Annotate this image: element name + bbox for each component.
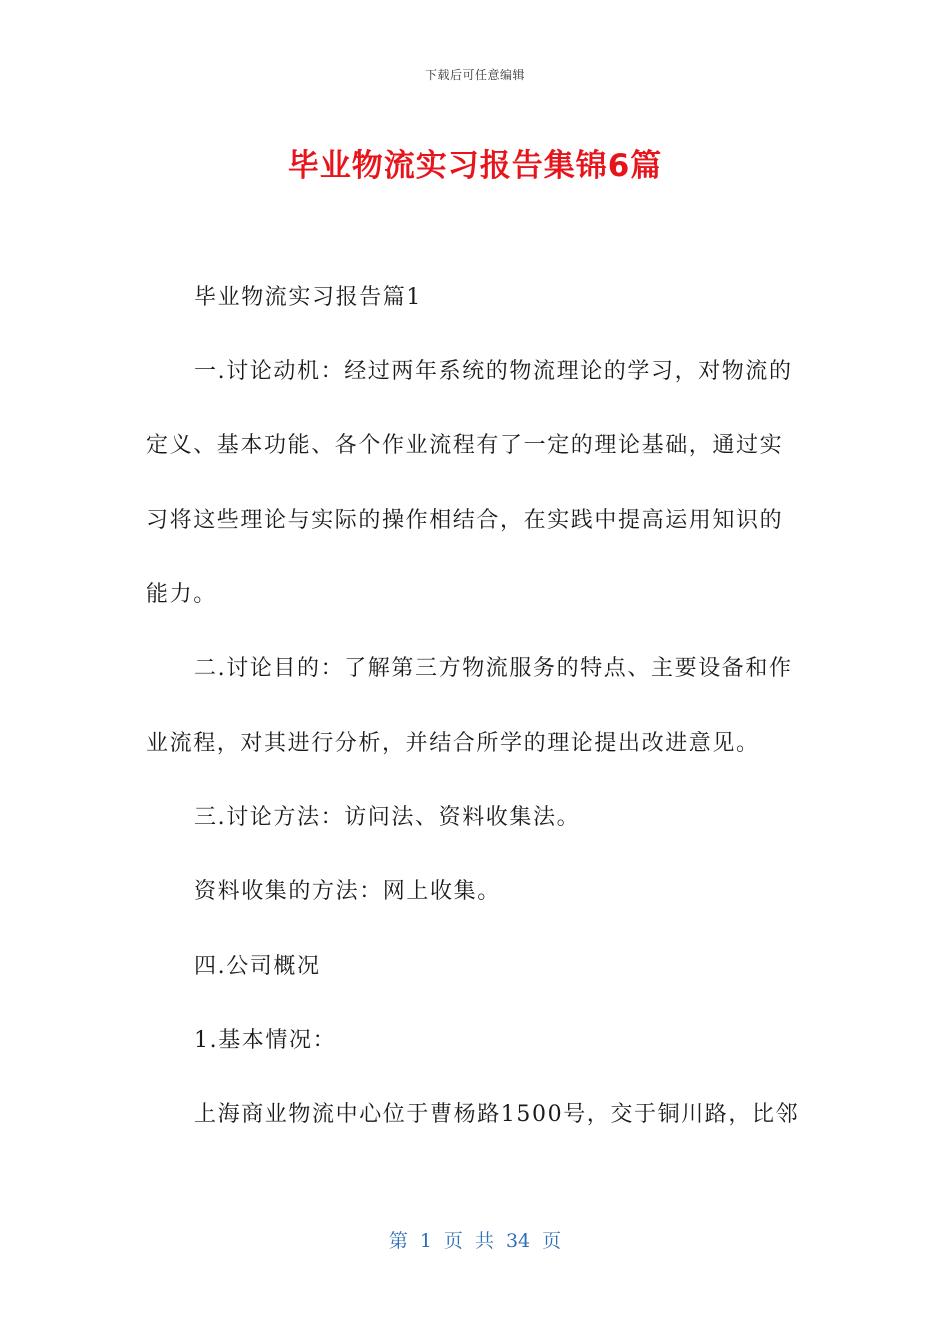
footer-middle: 页 共: [443, 1230, 494, 1252]
body-line: 二.讨论目的：了解第三方物流服务的特点、主要设备和作: [194, 656, 793, 681]
body-line: 1.基本情况：: [194, 1028, 337, 1053]
body-line: 定义、基本功能、各个作业流程有了一定的理论基础，通过实: [146, 433, 784, 458]
body-line: 能力。: [146, 582, 217, 607]
body-line: 一.讨论动机：经过两年系统的物流理论的学习，对物流的: [194, 359, 793, 384]
body-line: 上海商业物流中心位于曹杨路1500号，交于铜川路，比邻: [194, 1102, 800, 1127]
download-note: 下载后可任意编辑: [424, 68, 525, 82]
total-pages-number: 34: [505, 1230, 531, 1252]
footer-suffix: 页: [542, 1230, 562, 1252]
body-line: 四.公司概况: [194, 954, 321, 979]
current-page-number: 1: [419, 1230, 432, 1252]
document-title: 毕业物流实习报告集锦6篇: [287, 148, 663, 184]
footer-prefix: 第: [388, 1230, 408, 1252]
body-line: 业流程，对其进行分析，并结合所学的理论提出改进意见。: [146, 731, 760, 756]
body-line: 三.讨论方法：访问法、资料收集法。: [194, 805, 581, 830]
body-line: 资料收集的方法：网上收集。: [194, 879, 501, 904]
body-line: 习将这些理论与实际的操作相结合，在实践中提高运用知识的: [146, 508, 784, 533]
page-footer: [0, 1226, 950, 1253]
section-heading: 毕业物流实习报告篇1: [194, 285, 422, 310]
